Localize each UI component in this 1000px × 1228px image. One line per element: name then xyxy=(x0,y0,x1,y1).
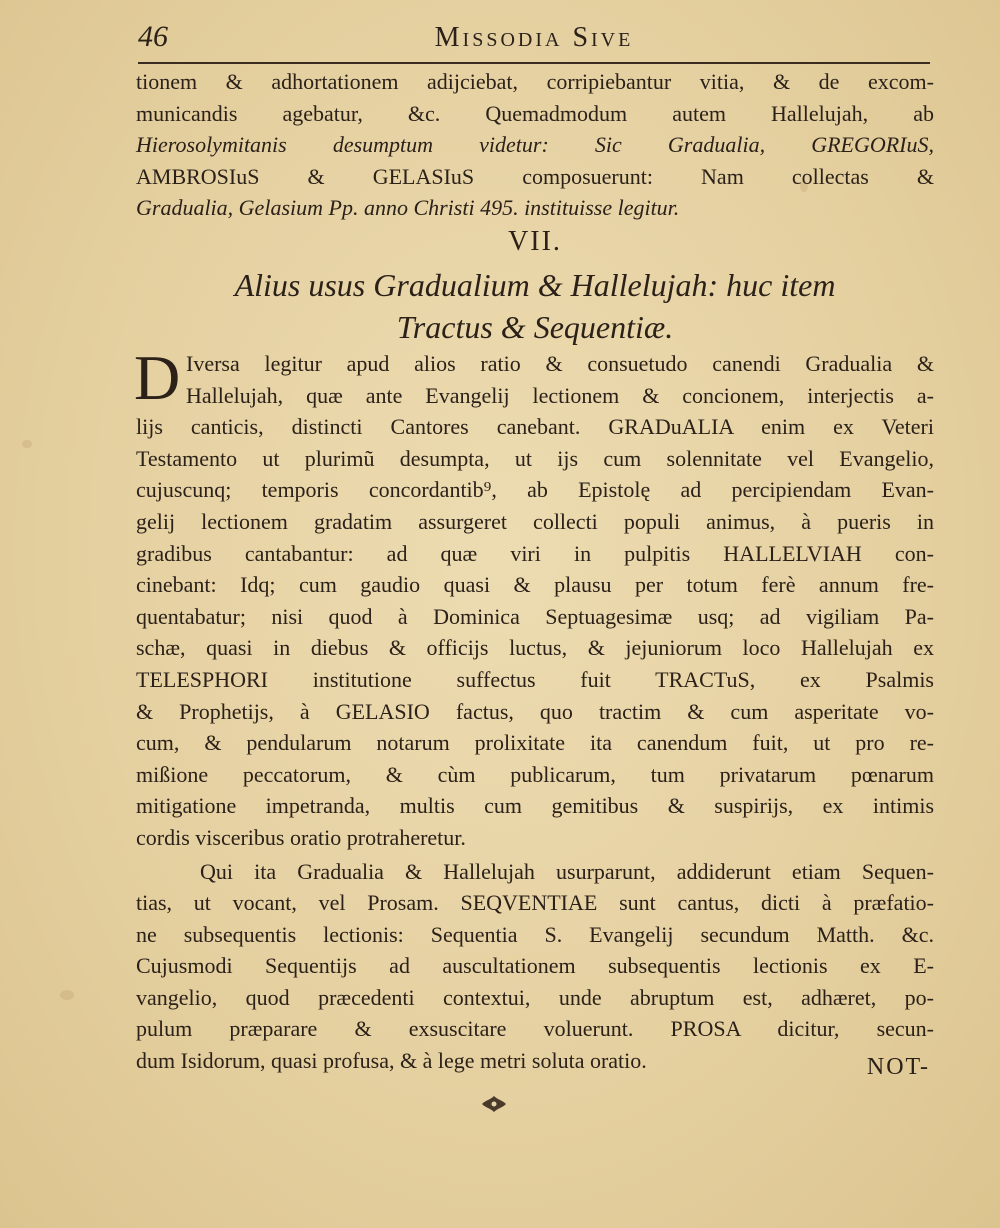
text-line: Iversa legitur apud alios ratio & consuetudo canendi Gradualia & xyxy=(186,351,934,376)
text-line: mißione peccatorum, & cùm publicarum, tum privatarum pœnarum xyxy=(136,761,934,787)
text-line: Hierosolymitanis desumptum videtur: Sic Gradualia, GREGORIuS, xyxy=(136,132,934,158)
text-line: Qui ita Gradualia & Hallelujah usurparunt, addiderunt etiam Sequen- xyxy=(200,858,934,884)
text-line: pulum præparare & exsuscitare voluerunt. PROSA dicitur, secun- xyxy=(136,1016,934,1042)
foxing-stain xyxy=(60,990,74,1000)
section-title-line: Tractus & Sequentiæ. xyxy=(396,309,674,345)
intro-paragraph xyxy=(136,66,934,224)
text-line: gelij lectionem gradatim assurgeret collecti populi animus, à pueris in xyxy=(136,508,934,534)
text-line: TELESPHORI institutione suffectus fuit TRACTuS, ex Psalmis xyxy=(136,666,934,692)
text-line: AMBROSIuS & GELASIuS composuerunt: Nam collectas & xyxy=(136,163,934,189)
catchword: NOT- xyxy=(866,1054,930,1080)
text-line: cujuscunq; temporis concordantib⁹, ab Epistolę ad percipiendam Evan- xyxy=(136,477,934,503)
text-line: & Prophetijs, à GELASIO factus, quo tractim & cum asperitate vo- xyxy=(136,698,934,724)
page-number: 46 xyxy=(138,20,168,53)
text-line: quentabatur; nisi quod à Dominica Septuagesimæ usq; ad vigiliam Pa- xyxy=(136,603,934,629)
text-line: tias, ut vocant, vel Prosam. SEQVENTIAE sunt cantus, dicti à præfatio- xyxy=(136,890,934,916)
running-head: Missodia Sive xyxy=(434,22,634,53)
header-rule xyxy=(138,62,930,64)
section-number: VII. xyxy=(508,226,562,257)
section-title-line: Alius usus Gradualium & Hallelujah: huc item xyxy=(234,267,836,303)
page-header xyxy=(138,20,930,60)
text-line: gradibus cantabantur: ad quæ viri in pulpitis HALLELVIAH con- xyxy=(136,540,934,566)
text-line: dum Isidorum, quasi profusa, & à lege metri soluta oratio. xyxy=(136,1048,647,1074)
text-line: mitigatione impetranda, multis cum gemitibus & suspirijs, ex intimis xyxy=(136,793,934,819)
foxing-stain xyxy=(22,440,32,448)
text-line: tionem & adhortationem adijciebat, corripiebantur vitia, & de excom- xyxy=(136,69,934,94)
text-line: cinebant: Idq; cum gaudio quasi & plausu per totum ferè annum fre- xyxy=(136,572,934,598)
printer-ornament-icon xyxy=(480,1094,508,1114)
text-line: Hallelujah, quæ ante Evangelij lectionem & concionem, interjectis a- xyxy=(186,382,934,408)
second-paragraph xyxy=(136,856,934,1077)
text-line: Cujusmodi Sequentijs ad auscultationem subsequentis lectionis ex E- xyxy=(136,953,934,979)
text-line: cum, & pendularum notarum prolixitate ita canendum fuit, ut pro re- xyxy=(136,730,934,756)
text-line: cordis visceribus oratio protraheretur. xyxy=(136,824,466,850)
text-line: ne subsequentis lectionis: Sequentia S. Evangelij secundum Matth. &c. xyxy=(136,921,934,947)
section-title xyxy=(136,264,934,348)
drop-cap: D xyxy=(134,342,181,413)
text-line: Testamento ut plurimũ desumpta, ut ijs cum solennitate vel Evangelio, xyxy=(136,445,934,471)
main-paragraph xyxy=(134,342,934,1077)
text-line: municandis agebatur, &c. Quemadmodum autem Hallelujah, ab xyxy=(136,100,934,126)
text-line: schæ, quasi in diebus & officijs luctus, & jejuniorum loco Hallelujah ex xyxy=(136,635,934,661)
text-line: vangelio, quod præcedenti contextui, unde abruptum est, adhæret, po- xyxy=(136,984,934,1010)
text-line: Gradualia, Gelasium Pp. anno Christi 495. instituisse legitur. xyxy=(136,195,680,221)
text-line: lijs canticis, distincti Cantores canebant. GRADuALIA enim ex Veteri xyxy=(136,414,934,440)
